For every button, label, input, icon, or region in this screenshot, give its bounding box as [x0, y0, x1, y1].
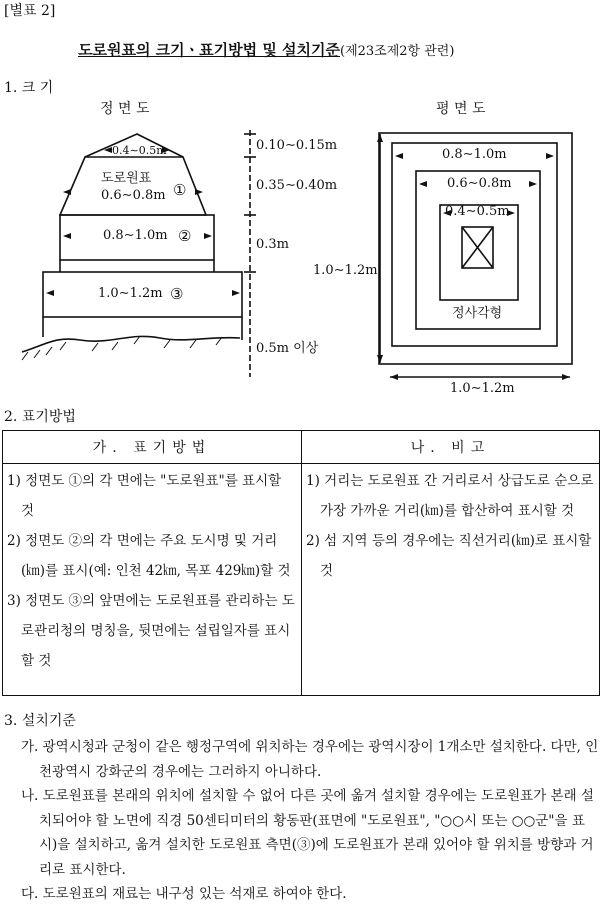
- criteria-item: 다. 도로원표의 재료는 내구성 있는 석재로 하여야 한다.: [21, 886, 347, 902]
- section-3-heading: 3. 설치기준: [4, 713, 76, 729]
- front-base-width: 1.0∼1.2m: [98, 286, 163, 301]
- notation-item: 1) 정면도 ①의 각 면에는 "도로원표"를 표시할 것: [7, 473, 282, 519]
- marker-2: ②: [178, 227, 192, 245]
- height-ground: 0.5m 이상: [256, 341, 319, 356]
- height-top: 0.10∼0.15m: [256, 138, 338, 153]
- plan-width-2: 0.8∼1.0m: [442, 147, 507, 162]
- front-mid-width: 0.8∼1.0m: [103, 228, 168, 243]
- page-title-main: 도로원표의 크기ㆍ표기방법 및 설치기준: [78, 41, 340, 59]
- section-1-heading: 1. 크 기: [4, 80, 54, 96]
- notation-cell: [3, 464, 302, 696]
- front-stone-text: 도로원표: [101, 171, 152, 186]
- installation-criteria: [21, 735, 599, 907]
- notation-table: [2, 430, 600, 696]
- notation-item: 2) 정면도 ②의 각 면에는 주요 도시명 및 거리(㎞)를 표시(예: 인천 42㎞, 목포 429㎞)할 것: [7, 533, 291, 579]
- plan-square-label: 정사각형: [452, 306, 503, 321]
- height-mid: 0.3m: [256, 237, 290, 252]
- plan-width-label: 1.0∼1.2m: [450, 381, 515, 396]
- col-notation-header: 가. 표기방법: [3, 431, 302, 464]
- section-2-heading: 2. 표기방법: [4, 409, 76, 425]
- plan-square-4: [440, 205, 518, 300]
- plan-view-label: 평 면 도: [436, 101, 486, 117]
- front-stone-width: 0.6∼0.8m: [101, 188, 166, 203]
- marker-1: ①: [173, 181, 187, 199]
- front-top-width: 0.4∼0.5m: [112, 144, 167, 157]
- annex-tag: [별표 2]: [4, 3, 56, 19]
- ground-line: [22, 336, 240, 352]
- plan-height-label: 1.0∼1.2m: [313, 263, 378, 278]
- height-stone: 0.35∼0.40m: [256, 178, 338, 193]
- marker-3: ③: [170, 285, 184, 303]
- remarks-cell: [302, 464, 600, 696]
- plan-width-3: 0.6∼0.8m: [447, 176, 512, 191]
- plan-width-4: 0.4∼0.5m: [445, 204, 510, 219]
- front-view-label: 정 면 도: [100, 101, 150, 117]
- notation-item: 3) 정면도 ③의 앞면에는 도로원표를 관리하는 도로관리청의 명칭을, 뒷면에는 설립일자를 표시할 것: [7, 593, 295, 669]
- criteria-item: 나. 도로원표를 본래의 위치에 설치할 수 없어 다른 곳에 옮겨 설치할 경우에는 도로원표가 본래 설치되어야 할 노면에 직경 50센티미터의 황동판(표면에 "도로원표", "○○시 또는 ○○군"을 표시)을 설치하고, 옮겨 설치한 도로원표 측면(③)에 도로원표가 본래 있어야 할 위치를 방향과 거리로 표시한다.: [21, 788, 594, 878]
- remarks-item: 2) 섬 지역 등의 경우에는 직선거리(㎞)로 표시할 것: [306, 533, 592, 579]
- remarks-item: 1) 거리는 도로원표 간 거리로서 상급도로 순으로 가장 가까운 거리(㎞)를 합산하여 표시할 것: [306, 473, 594, 519]
- page-title-ref: (제23조제2항 관련): [340, 44, 455, 59]
- col-remarks-header: 나. 비고: [302, 431, 600, 464]
- criteria-item: 가. 광역시청과 군청이 같은 행정구역에 위치하는 경우에는 광역시장이 1개소만 설치한다. 다만, 인천광역시 강화군의 경우에는 그러하지 아니하다.: [21, 739, 599, 780]
